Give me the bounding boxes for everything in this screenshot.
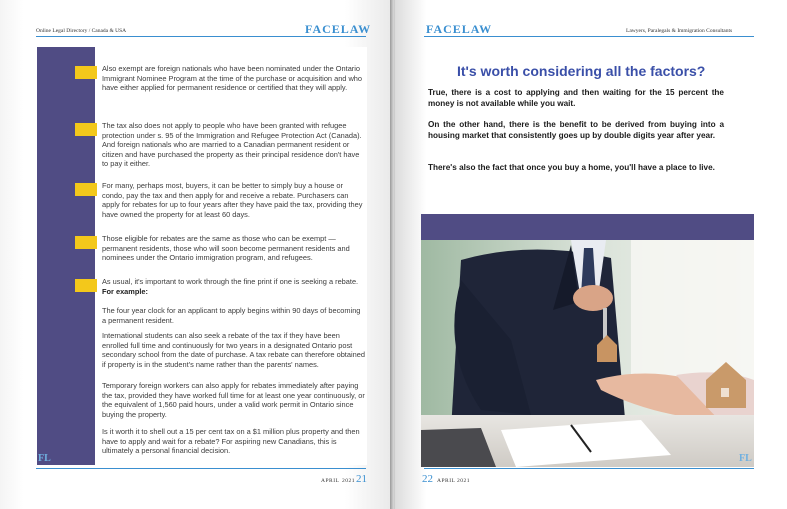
footer-month-left: APRIL <box>321 478 340 484</box>
key-handover-photo <box>421 240 754 467</box>
header-rule-right <box>424 36 754 37</box>
footer-rule-left <box>36 468 366 469</box>
paragraph-refugee-protection: The tax also does not apply to people who have been granted with refugee protection under s. 95 of the Immigration and Refugee Protection Act (Canada). And foreign nationals who are married to a Canadian permanent resident or citizen and have purchased the property as their principal residence don't have to pay it either. <box>102 121 362 169</box>
paragraph-temporary-workers: Temporary foreign workers can also apply for rebates immediately after paying the tax, provided they have worked full time for at least one year continuously, or the equivalent of 1,560 paid hours, under a valid work permit in Ontario since buying the property. <box>102 381 365 419</box>
paragraph-market-benefit: On the other hand, there is the benefit to be derived from buying into a housing market that consistently goes up by double digits year after year. <box>428 120 724 140</box>
fine-print-text: As usual, it's important to work through the fine print if one is seeking a rebate. <box>102 277 359 286</box>
header-rule-left <box>36 36 366 37</box>
paragraph-rebate-buyers: For many, perhaps most, buyers, it can be better to simply buy a house or condo, pay the tax and then apply for and receive a rebate. Purchasers can apply for rebates for up to four years after they have paid the tax, providing they have owned the property for at least 60 days. <box>102 181 363 219</box>
paragraph-exempt-nominees: Also exempt are foreign nationals who have been nominated under the Ontario Immigrant Nominee Program at the time of the purchase or acquisition and who have either applied for permanent residence or certified that they will apply. <box>102 64 363 93</box>
facelaw-monogram-icon: FL <box>38 453 51 464</box>
header-tagline: Lawyers, Paralegals & Immigration Consultants <box>626 28 733 34</box>
header-directory-label: Online Legal Directory / Canada & USA <box>36 28 127 34</box>
page-number-left: 21 <box>356 473 367 485</box>
bullet-marker <box>75 66 97 79</box>
bullet-marker <box>75 123 97 136</box>
paragraph-cost-applying: True, there is a cost to applying and then waiting for the 15 percent the money is not available while you wait. <box>428 88 724 108</box>
page-number-right: 22 <box>422 473 433 485</box>
paragraph-worth-it: Is it worth it to shell out a 15 per cent tax on a $1 million plus property and then have to apply and wait for a rebate? For aspiring new Canadians, this is ultimately a personal financial decision. <box>102 427 360 456</box>
left-page <box>0 0 392 509</box>
paragraph-rebate-eligible: Those eligible for rebates are the same as those who can be exempt — permanent residents, those who will soon become permanent residents and nominees under the Ontario immigration program, and refugees. <box>102 234 350 263</box>
footer-year-left: 2021 <box>342 478 355 484</box>
bullet-marker <box>75 236 97 249</box>
section-title: It's worth considering all the factors? <box>457 63 706 79</box>
paragraph-fine-print <box>102 277 366 296</box>
bullet-marker <box>75 279 97 292</box>
brand-logo-left: FACELAW <box>305 22 372 36</box>
footer-month-right: APRIL <box>437 478 456 484</box>
bullet-marker <box>75 183 97 196</box>
footer-year-right: 2021 <box>457 478 470 484</box>
paragraph-four-year-clock: The four year clock for an applicant to apply begins within 90 days of becoming a permanent resident. <box>102 306 361 325</box>
side-color-bar <box>37 47 95 465</box>
purple-band <box>421 214 754 240</box>
for-example-label: For example: <box>102 286 149 296</box>
brand-logo-right: FACELAW <box>426 22 493 36</box>
paragraph-place-to-live: There's also the fact that once you buy a home, you'll have a place to live. <box>428 163 715 172</box>
paragraph-international-students: International students can also seek a rebate of the tax if they have been enrolled full time and continuously for two years in a designated Ontario post secondary school from the date of purchase. A tax rebate can therefore obtained if property is in the student's name rather than the parents' names. <box>102 331 365 369</box>
facelaw-monogram-icon-right: FL <box>739 453 752 464</box>
footer-rule-right <box>424 468 754 469</box>
